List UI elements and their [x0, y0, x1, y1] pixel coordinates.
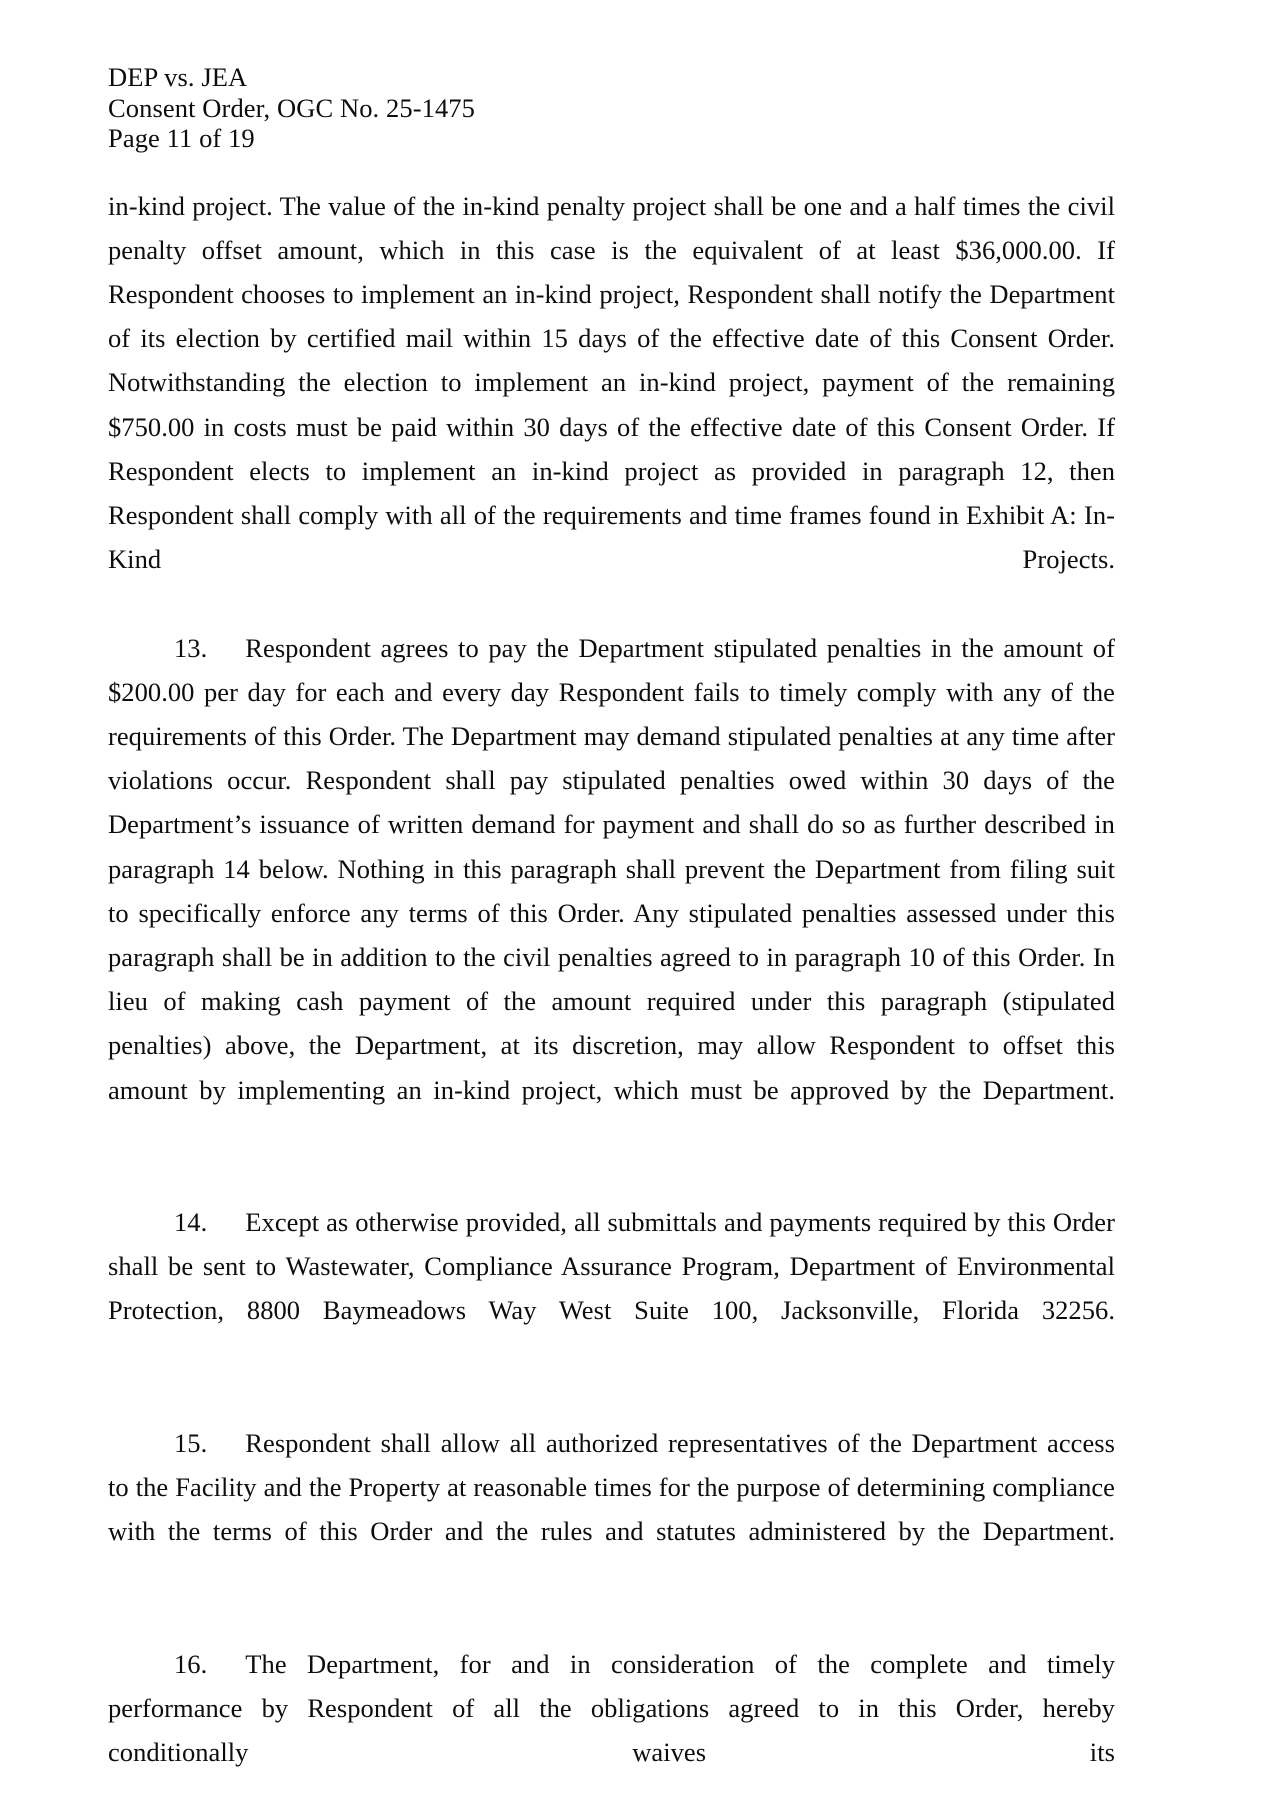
header-order-number: Consent Order, OGC No. 25-1475 [108, 93, 1115, 124]
page-header [108, 62, 1115, 154]
paragraph-14-text: Except as otherwise provided, all submittals and payments required by this Order shall be sent to Wastewater, Compliance Assurance Program, Department of Environmental Protection, 8800 Baymeadows Way West Suite 100, Jacksonville, Florida 32256. [108, 1207, 1115, 1325]
paragraph-14-number: 14. [174, 1207, 207, 1237]
paragraph-continuation [108, 184, 1115, 626]
paragraph-16-number: 16. [174, 1649, 207, 1679]
paragraph-15-text: Respondent shall allow all authorized representatives of the Department access to the Facility and the Property at reasonable times for the purpose of determining compliance with the terms of this Order and the rules and statutes administered by the Department. [108, 1428, 1115, 1546]
paragraph-16-text: The Department, for and in consideration of the complete and timely performance by Respondent of all the obligations agreed to in this Order, hereby conditionally waives its [108, 1649, 1115, 1767]
paragraph-13-text: Respondent agrees to pay the Department stipulated penalties in the amount of $200.00 per day for each and every day Respondent fails to timely comply with any of the requirements of this Order. The Department may demand stipulated penalties at any time after violations occur. Respondent shall pay stipulated penalties owed within 30 days of the Department’s issuance of written demand for payment and shall do so as further described in paragraph 14 below. Nothing in this paragraph shall prevent the Department from filing suit to specifically enforce any terms of this Order. Any stipulated penalties assessed under this paragraph shall be in addition to the civil penalties agreed to in paragraph 10 of this Order. In lieu of making cash payment of the amount required under this paragraph (stipulated penalties) above, the Department, at its discretion, may allow Respondent to offset this amount by implementing an in-kind project, which must be approved by the Department. [108, 633, 1115, 1105]
paragraph-16 [108, 1642, 1115, 1818]
paragraph-15 [108, 1421, 1115, 1598]
paragraph-14 [108, 1200, 1115, 1377]
paragraph-15-number: 15. [174, 1428, 207, 1458]
header-case-title: DEP vs. JEA [108, 62, 1115, 93]
paragraph-continuation-text: in-kind project. The value of the in-kind penalty project shall be one and a half times the civil penalty offset amount, which in this case is the equivalent of at least $36,000.00. If Respondent chooses to implement an in-kind project, Respondent shall notify the Department of its election by certified mail within 15 days of the effective date of this Consent Order. Notwithstanding the election to implement an in-kind project, payment of the remaining $750.00 in costs must be paid within 30 days of the effective date of this Consent Order. If Respondent elects to implement an in-kind project as provided in paragraph 12, then Respondent shall comply with all of the requirements and time frames found in Exhibit A: In-Kind Projects. [108, 191, 1115, 575]
document-body [108, 184, 1115, 1818]
header-page-number: Page 11 of 19 [108, 123, 1115, 154]
paragraph-13-number: 13. [174, 633, 207, 663]
paragraph-13 [108, 626, 1115, 1156]
